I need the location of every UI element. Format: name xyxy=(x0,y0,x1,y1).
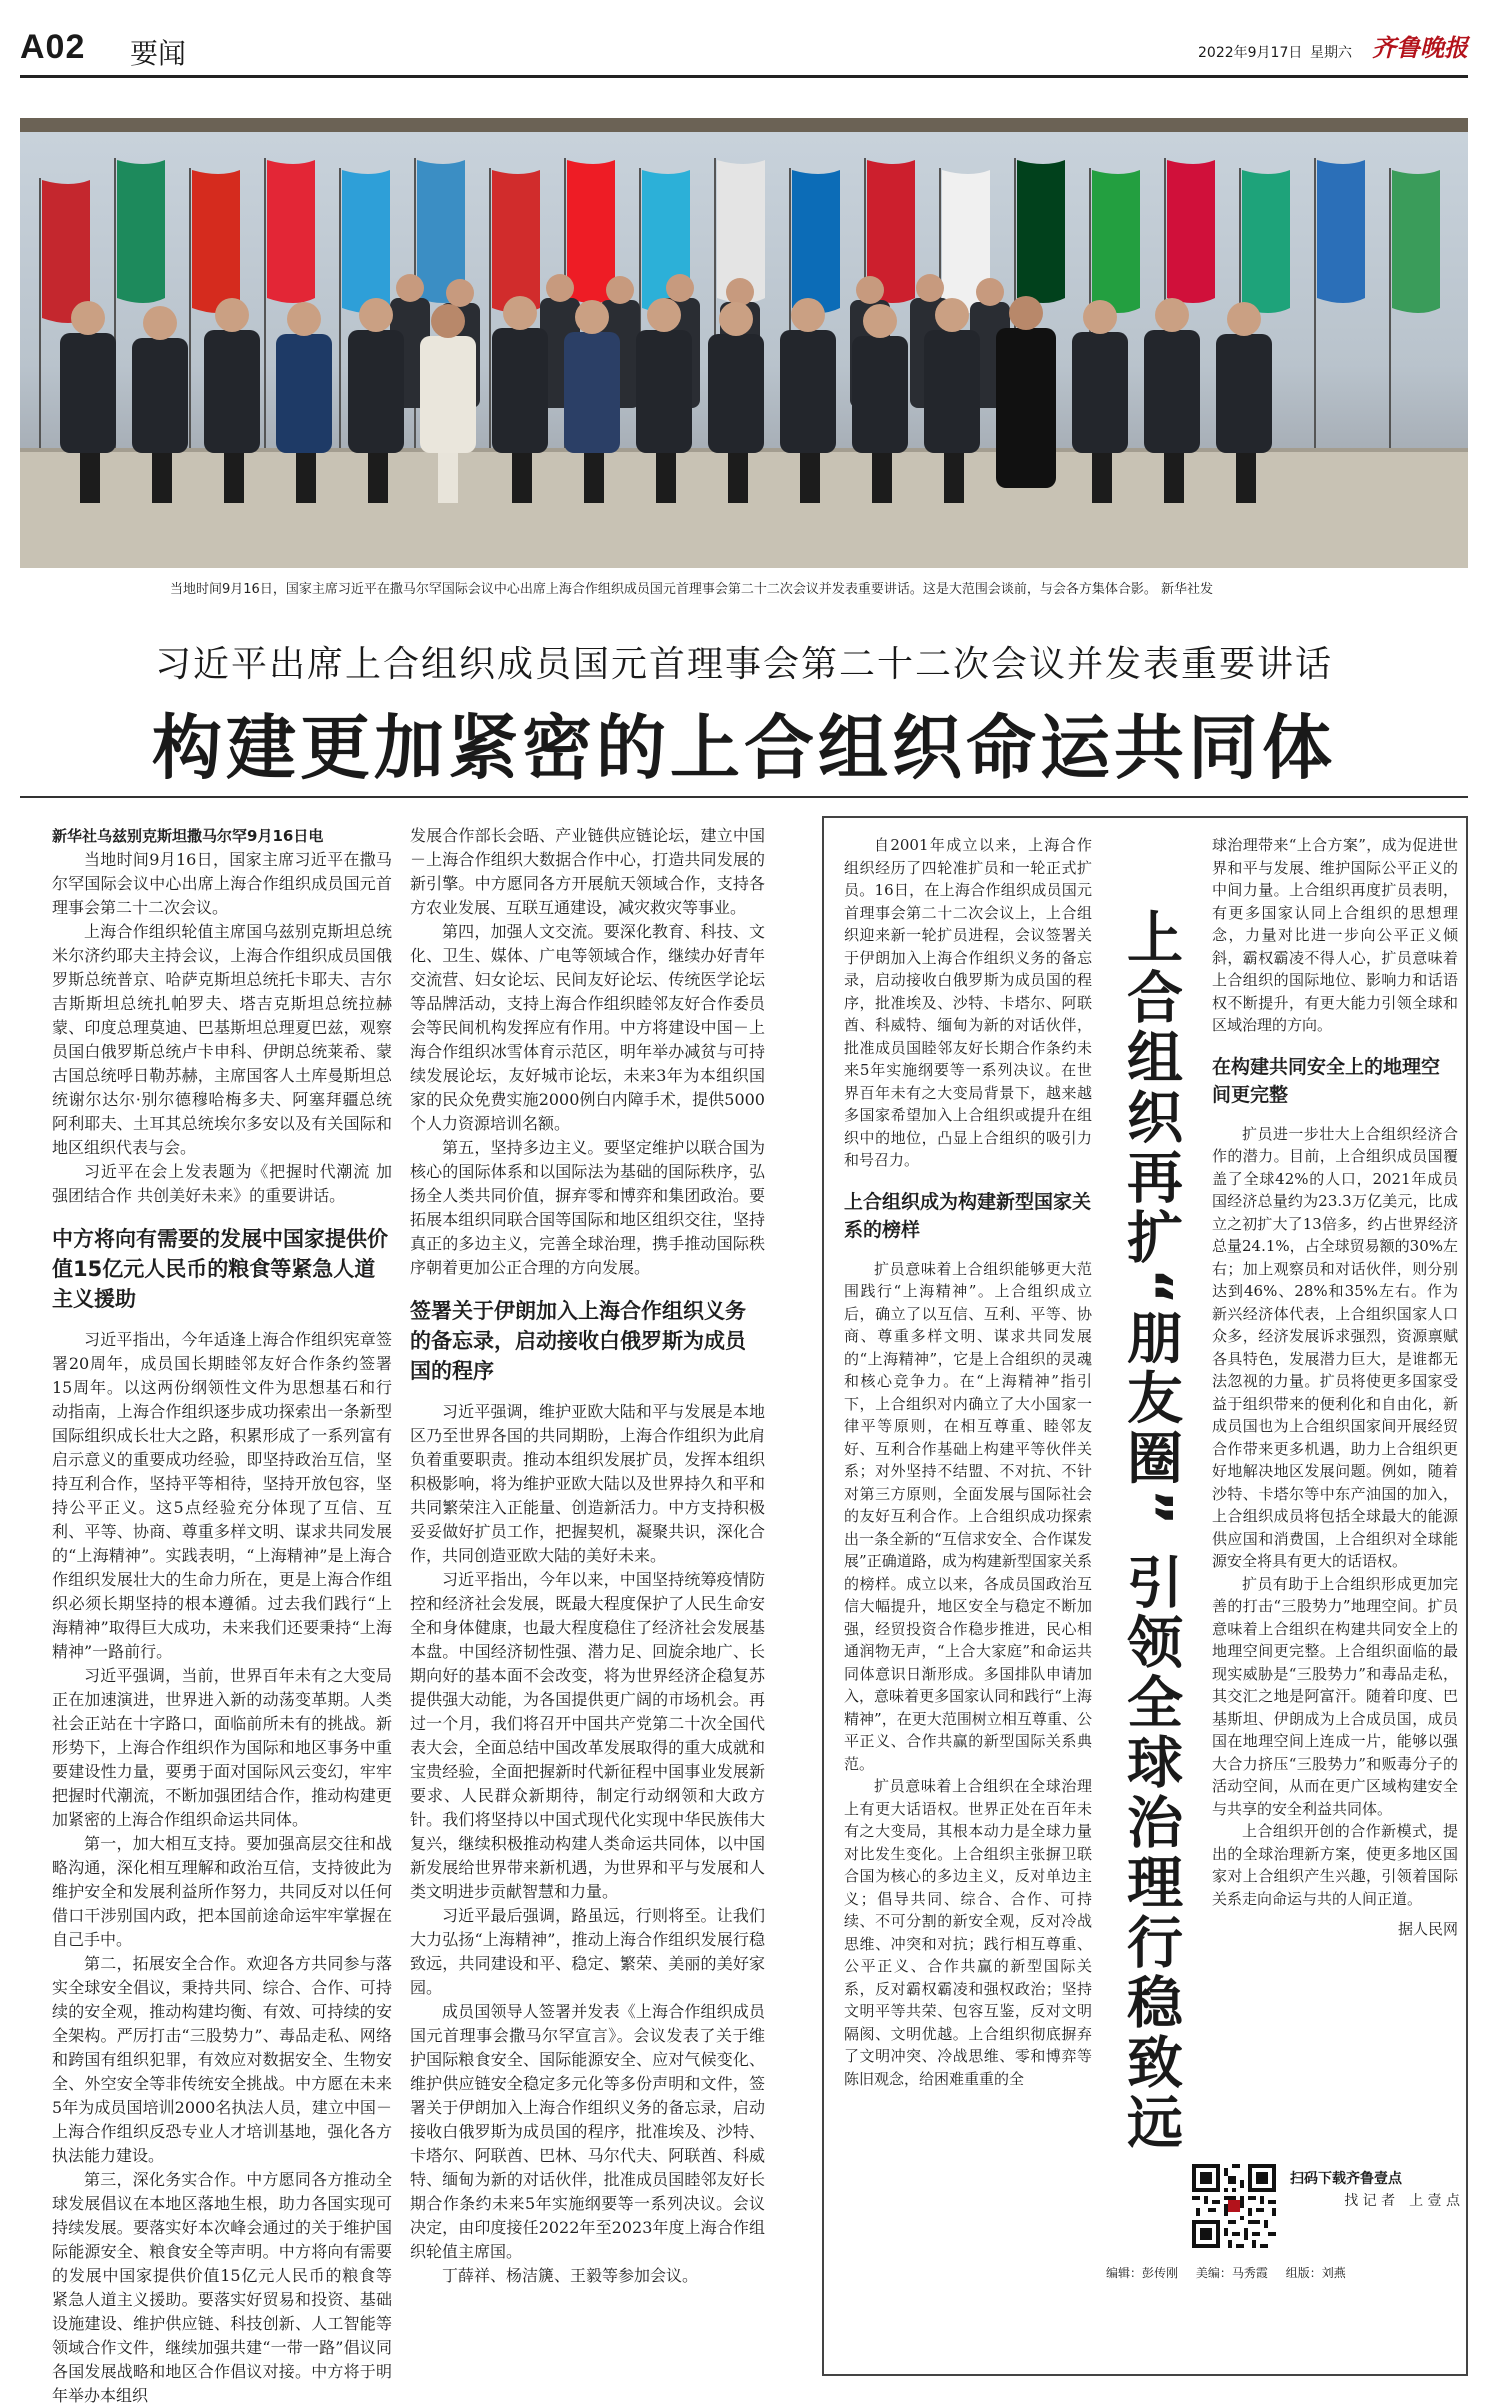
sidebar-box xyxy=(822,816,1468,2376)
article-column-1 xyxy=(52,824,392,2408)
paragraph: 习近平指出，今年以来，中国坚持统筹疫情防控和经济社会发展，既最大程度保护了人民生命安全和身体健康，也最大程度稳住了经济社会发展基本盘。中国经济韧性强、潜力足、回旋余地广、长期向好的基本面不会改变，将为世界经济企稳复苏提供强大动能，为各国提供更广阔的市场机会。再过一个月，我们将召开中国共产党第二十次全国代表大会，全面总结中国改革发展取得的重大成就和宝贵经验，全面把握新时代新征程中国事业发展新要求、人民群众新期待，制定行动纲领和大政方针。我们将坚持以中国式现代化实现中华民族伟大复兴，继续积极推动构建人类命运共同体，以中国新发展给世界带来新机遇，为世界和平与发展和人类文明进步贡献智慧和力量。 xyxy=(410,1570,765,1901)
qr-caption xyxy=(1290,2168,1460,2212)
paragraph: 第一，加大相互支持。要加强高层交往和战略沟通，深化相互理解和政治互信，支持彼此为维护安全和发展利益所作努力，共同反对以任何借口干涉别国内政，把本国前途命运牢牢掌握在自己手中。 xyxy=(52,1834,392,1949)
qr-code[interactable] xyxy=(1192,2164,1276,2248)
paragraph: 习近平强调，当前，世界百年未有之大变局正在加速演进，世界进入新的动荡变革期。人类社会正站在十字路口，面临前所未有的挑战。新形势下，上海合作组织作为国际和地区事务中重要建设性力量，要勇于面对国际风云变幻，牢牢把握时代潮流，不断加强团结合作，推动构建更加紧密的上海合作组织命运共同体。 xyxy=(52,1666,392,1829)
sidebar-column-2 xyxy=(1212,834,1458,1941)
dateline: 新华社乌兹别克斯坦撒马尔罕9月16日电 xyxy=(52,827,324,845)
subheading: 中方将向有需要的发展中国家提供价值15亿元人民币的粮食等紧急人道主义援助 xyxy=(52,1227,388,1311)
paragraph: 丁薛祥、杨洁篪、王毅等参加会议。 xyxy=(442,2266,699,2285)
layout-credit: 组版：刘燕 xyxy=(1285,2266,1346,2280)
editor-credit: 编辑：彭传刚 xyxy=(1106,2266,1179,2280)
paragraph: 第二，拓展安全合作。欢迎各方共同参与落实全球安全倡议，秉持共同、综合、合作、可持续的安全观，推动构建均衡、有效、可持续的安全架构。严厉打击“三股势力”、毒品走私、网络和跨国有组织犯罪，有效应对数据安全、生物安全、外空安全等非传统安全挑战。中方愿在未来5年为成员国培训2000名执法人员，建立中国－上海合作组织反恐专业人才培训基地，强化各方执法能力建设。 xyxy=(52,1954,392,2165)
dateline-paragraph xyxy=(52,824,392,848)
paragraph: 扩员进一步壮大上合组织经济合作的潜力。目前，上合组织成员国覆盖了全球42%的人口，2021年成员国经济总量约为23.3万亿美元，比成立之初扩大了13倍多，约占世界经济总量24.1%，占全球贸易额的30%左右；加上观察员和对话伙伴，则分别达到46%、28%和35%左右。作为新兴经济体代表，上合组织国家人口众多，经济发展诉求强烈，资源禀赋各具特色，发展潜力巨大，是谁都无法忽视的力量。扩员将使更多国家受益于组织带来的便利化和自由化，新成员国也为上合组织国家间开展经贸合作带来更多机遇，助力上合组织更好地解决地区发展问题。例如，随着沙特、卡塔尔等中东产油国的加入，上合组织成员将包括全球最大的能源供应国和消费国，上合组织对全球能源安全将具有更大的话语权。 xyxy=(1212,1124,1458,1570)
paragraph: 第五，坚持多边主义。要坚定维护以联合国为核心的国际体系和以国际法为基础的国际秩序，弘扬全人类共同价值，摒弃零和博弈和集团政治。要拓展本组织同联合国等国际和地区组织交往，坚持真正的多边主义，完善全球治理，携手推动国际秩序朝着更加公正合理的方向发展。 xyxy=(410,1138,765,1277)
paragraph: 第四，加强人文交流。要深化教育、科技、文化、卫生、媒体、广电等领域合作，继续办好青年交流营、妇女论坛、民间友好论坛、传统医学论坛等品牌活动，支持上海合作组织睦邻友好合作委员会等民间机构发挥应有作用。中方将建设中国－上海合作组织冰雪体育示范区，明年举办减贫与可持续发展论坛，友好城市论坛，未来3年为本组织国家的民众免费实施2000例白内障手术，提供5000个人力资源培训名额。 xyxy=(410,922,765,1133)
paragraph: 扩员意味着上合组织能够更大范围践行“上海精神”。上合组织成立后，确立了以互信、互利、平等、协商、尊重多样文明、谋求共同发展的“上海精神”，它是上合组织的灵魂和核心竞争力。在“上海精神”指引下，上合组织对内确立了大小国家一律平等原则，在相互尊重、睦邻友好、互利合作基础上构建平等伙伴关系；对外坚持不结盟、不对抗、不针对第三方原则，全面发展与国际社会的友好互利合作。上合组织成功探索出一条全新的“互信求安全、合作谋发展”正确道路，成为构建新型国家关系的榜样。成立以来，各成员国政治互信大幅提升，地区安全与稳定不断加强，经贸投资合作稳步推进，民心相通润物无声，“上合大家庭”和命运共同体意识日渐形成。多国排队申请加入，意味着更多国家认同和践行“上海精神”，在更大范围树立相互尊重、公平正义、合作共赢的新型国际关系典范。 xyxy=(844,1259,1092,1773)
paragraph: 习近平强调，维护亚欧大陆和平与发展是本地区乃至世界各国的共同期盼，上海合作组织为此肩负着重要职责。推动本组织发展扩员，发挥本组织积极影响，将为维护亚欧大陆以及世界持久和平和共同繁荣注入正能量、创造新活力。中方支持积极妥妥做好扩员工作，把握契机，凝聚共识，深化合作，共同创造亚欧大陆的美好未来。 xyxy=(410,1402,765,1565)
article-headline: 构建更加紧密的上合组织命运共同体 xyxy=(152,707,1336,789)
paragraph: 习近平在会上发表题为《把握时代潮流 加强团结合作 共创美好未来》的重要讲话。 xyxy=(52,1162,392,1205)
paragraph: 扩员有助于上合组织形成更加完善的打击“三股势力”地理空间。扩员意味着上合组织在构建共同安全上的地理空间更完整。上合组织面临的最现实威胁是“三股势力”和毒品走私，其交汇之地是阿富汗。随着印度、巴基斯坦、伊朗成为上合成员国，成员国在地理空间上连成一片，能够以强大合力挤压“三股势力”和贩毒分子的活动空间，从而在更广区域构建安全与共享的安全利益共同体。 xyxy=(1212,1574,1458,1818)
article-column-2 xyxy=(410,824,765,2288)
byline: 据人民网 xyxy=(1397,1920,1458,1938)
group-photo xyxy=(20,118,1468,568)
paragraph: 当地时间9月16日，国家主席习近平在撒马尔罕国际会议中心出席上海合作组织成员国元首理事会第二十二次会议。 xyxy=(52,850,392,917)
paragraph: 习近平最后强调，路虽远，行则将至。让我们大力弘扬“上海精神”，推动上海合作组织发展行稳致远，共同建设和平、稳定、繁荣、美丽的美好家园。 xyxy=(410,1906,765,1997)
qr-code-icon xyxy=(1192,2164,1276,2248)
masthead xyxy=(20,22,1468,78)
paragraph: 球治理带来“上合方案”，成为促进世界和平与发展、维护国际公平正义的中间力量。上合组织再度扩员表明，有更多国家认同上合组织的思想理念，力量对比进一步向公平正义倾斜，霸权霸凌不得人心，扩员意味着上合组织的国际地位、影响力和话语权不断提升，有更大能力引领全球和区域治理的方向。 xyxy=(1212,836,1458,1034)
article-kicker: 习近平出席上合组织成员国元首理事会第二十二次会议并发表重要讲话 xyxy=(154,644,1333,685)
page-number: A02 xyxy=(20,28,86,66)
group-photo-illustration xyxy=(20,118,1468,568)
paragraph: 自2001年成立以来，上海合作组织经历了四轮准扩员和一轮正式扩员。16日，在上海合作组织成员国元首理事会第二十二次会议上，上合组织迎来新一轮扩员进程，会议签署关于伊朗加入上海合作组织义务的备忘录，启动接收白俄罗斯为成员国的程序，批准埃及、沙特、卡塔尔、阿联酋、科威特、缅甸为新的对话伙伴，批准成员国睦邻友好长期合作条约未来5年实施纲要等一系列决议。在世界百年未有之大变局背景下，越来越多国家希望加入上合组织或提升在组织中的地位，凸显上合组织的吸引力和号召力。 xyxy=(844,836,1092,1169)
paragraph: 上合组织开创的合作新模式，提出的全球治理新方案，使更多地区国家对上合组织产生兴趣，引领着国际关系走向命运与共的人间正道。 xyxy=(1212,1822,1458,1908)
subheading: 上合组织成为构建新型国家关系的榜样 xyxy=(844,1190,1092,1241)
paragraph: 成员国领导人签署并发表《上海合作组织成员国元首理事会撒马尔罕宣言》。会议发表了关于维护国际粮食安全、国际能源安全、应对气候变化、维护供应链安全稳定多元化等多份声明和文件，签署关于伊朗加入上海合作组织义务的备忘录，启动接收白俄罗斯为成员国的程序，批准埃及、沙特、卡塔尔、阿联酋、巴林、马尔代夫、阿联酋、科威特、缅甸为新的对话伙伴，批准成员国睦邻友好长期合作条约未来5年实施纲要等一系列决议。会议决定，由印度接任2022年至2023年度上海合作组织轮值主席国。 xyxy=(410,2002,765,2261)
issue-weekday: 星期六 xyxy=(1310,45,1352,61)
paragraph: 扩员意味着上合组织在全球治理上有更大话语权。世界正处在百年未有之大变局，其根本动力是全球力量对比发生变化。上合组织主张摒卫联合国为核心的多边主义，反对单边主义；倡导共同、综合、合作、可持续、不可分割的新安全观，反对冷战思维、冲突和对抗；践行相互尊重、公平正义、合作共赢的新型国际关系，反对霸权霸凌和强权政治；坚持文明平等共荣、包容互鉴，反对文明隔阂、文明优越。上合组织彻底摒弃了文明冲突、冷战思维、零和博弈等陈旧观念，给困难重重的全 xyxy=(844,1777,1092,2088)
art-credit: 美编：马秀霞 xyxy=(1195,2266,1268,2280)
sidebar-title: 上合组织再扩“朋友圈” 引领全球治理行稳致远 xyxy=(1118,908,1183,2154)
paragraph: 第三，深化务实合作。中方愿同各方推动全球发展倡议在本地区落地生根，助力各国实现可持续发展。要落实好本次峰会通过的关于维护国际能源安全、粮食安全等声明。中方将向有需要的发展中国家提供价值15亿元人民币的粮食等紧急人道主义援助。要落实好贸易和投资、基础设施建设、维护供应链、科技创新、人工智能等领域合作文件，继续加强共建“一带一路”倡议同各国发展战略和地区合作倡议对接。中方将于明年举办本组织 xyxy=(52,2170,392,2405)
newspaper-logo: 齐鲁晚报 xyxy=(1372,33,1468,62)
subheading: 在构建共同安全上的地理空间更完整 xyxy=(1212,1055,1441,1106)
photo-caption: 当地时间9月16日，国家主席习近平在撒马尔罕国际会议中心出席上海合作组织成员国元首理事会第二十二次会议并发表重要讲话。这是大范围会谈前，与会各方集体合影。 新华社发 xyxy=(170,582,1213,597)
page-credits xyxy=(1106,2264,1460,2281)
qr-caption-line2: 找 记 者 上 壹 点 xyxy=(1344,2193,1460,2209)
qr-caption-line1: 扫码下载齐鲁壹点 xyxy=(1290,2171,1402,2187)
issue-date: 2022年9月17日 xyxy=(1198,45,1303,61)
paragraph: 上海合作组织轮值主席国乌兹别克斯坦总统米尔济约耶夫主持会议，上海合作组织成员国俄罗斯总统普京、哈萨克斯坦总统托卡耶夫、吉尔吉斯斯坦总统扎帕罗夫、塔吉克斯坦总统拉赫蒙、印度总理莫迪、巴基斯坦总理夏巴兹，观察员国白俄罗斯总统卢卡申科、伊朗总统莱希、蒙古国总统呼日勒苏赫，主席国客人土库曼斯坦总统谢尔达尔·别尔德穆哈梅多夫、阿塞拜疆总统阿利耶夫、土耳其总统埃尔多安以及有关国际和地区组织代表与会。 xyxy=(52,922,392,1157)
subheading: 签署关于伊朗加入上海合作组织义务的备忘录，启动接收白俄罗斯为成员国的程序 xyxy=(410,1299,746,1383)
paragraph: 发展合作部长会晤、产业链供应链论坛，建立中国－上海合作组织大数据合作中心，打造共同发展的新引擎。中方愿同各方开展航天领域合作，支持各方农业发展、互联互通建设，减灾救灾等事业。 xyxy=(410,826,765,917)
sidebar-column-1 xyxy=(844,834,1092,2090)
section-name: 要闻 xyxy=(130,37,187,70)
paragraph: 习近平指出，今年适逢上海合作组织宪章签署20周年，成员国长期睦邻友好合作条约签署15周年。以这两份纲领性文件为思想基石和行动指南，上海合作组织逐步成功探索出一条新型国际组织成长壮大之路，积累形成了一系列富有启示意义的重要成功经验，即坚持政治互信，坚持互利合作，坚持平等相待，坚持开放包容，坚持公平正义。这5点经验充分体现了互信、互利、平等、协商、尊重多样文明、谋求共同发展的“上海精神”。实践表明，“上海精神”是上海合作组织发展壮大的生命力所在，更是上海合作组织必须长期坚持的根本遵循。过去我们践行“上海精神”取得巨大成功，未来我们还要秉持“上海精神”一路前行。 xyxy=(52,1330,392,1661)
divider xyxy=(20,796,1468,798)
